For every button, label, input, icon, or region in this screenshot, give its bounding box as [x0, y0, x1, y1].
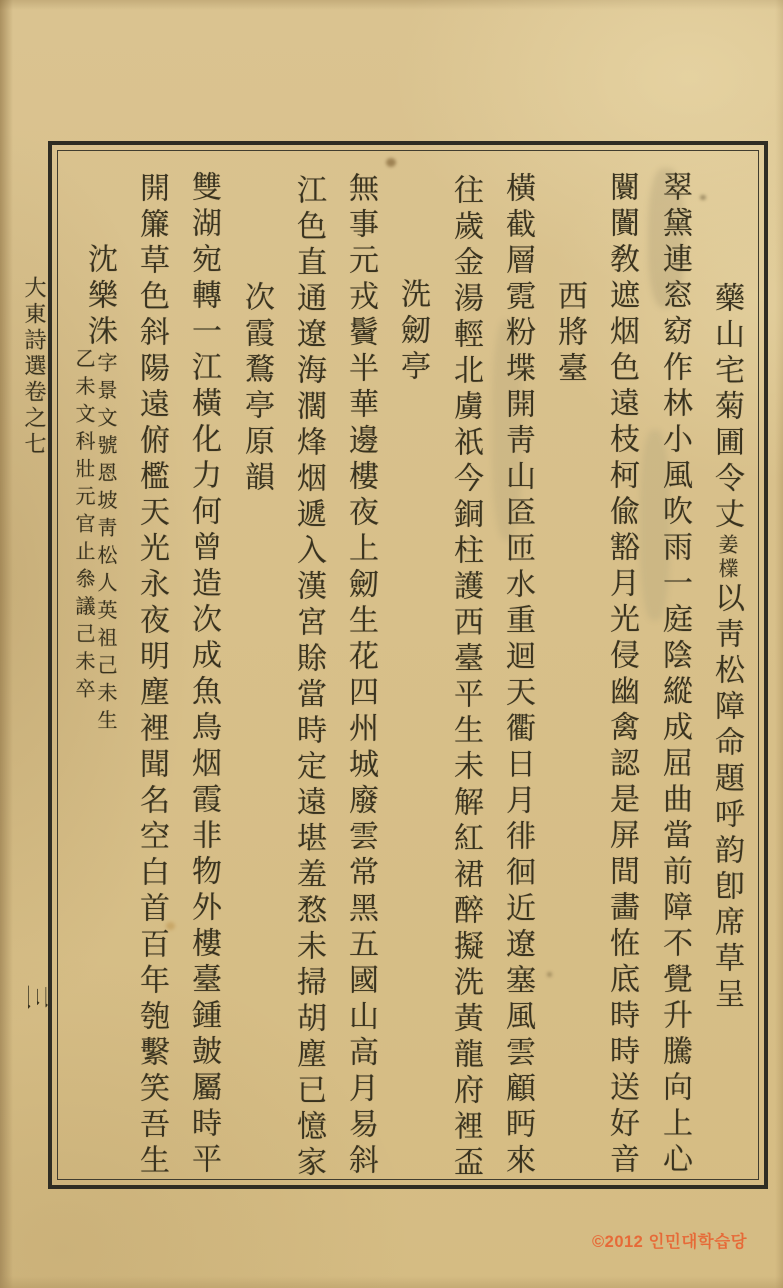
poem-column: 開簾草色斜陽遠俯檻天光永夜明塵裡聞名空白首百年匏繫笑吾生	[135, 172, 168, 1180]
interlinear-name-note: 姜檏	[715, 534, 737, 582]
stain-spot	[547, 972, 552, 977]
volume-margin-title: 大東詩選卷之七	[22, 276, 47, 458]
poem-title-text: 以靑松障命題呼韵卽席草呈	[710, 582, 743, 1014]
author-note-right: 字景文號恩坡靑松人英祖己未生	[94, 352, 116, 737]
author-name: 沈樂洙	[83, 243, 116, 351]
section-title-column: 洗劒亭	[396, 278, 429, 386]
stain-spot	[700, 195, 706, 200]
poem-title-text: 藥山宅菊圃令丈	[710, 282, 743, 534]
poem-title-column	[708, 282, 744, 1014]
stain-spot	[386, 158, 396, 167]
poem-column: 江色直通遼海濶烽烟遞入漢宮賖當時定遠堪羞愗未掃胡塵已憶家	[292, 174, 325, 1182]
author-note-left: 乙未文科壯元官止叅議己未卒	[72, 348, 94, 706]
poem-column: 翠黛連窓窈作林小風吹雨一庭陰縱成屈曲當前障不覺升騰向上心	[658, 171, 691, 1179]
poem-column: 雙湖宛轉一江橫化力何曾造次成魚鳥烟霞非物外樓臺鍾皷屬時平	[187, 171, 220, 1179]
poem-column: 闤闠敎遮烟色遠枝柯偸豁月光侵幽禽認是屏間畵恠底時時送好音	[605, 171, 638, 1179]
section-title-column: 西將臺	[553, 280, 586, 388]
poem-column: 無事元戎鬢半華邊樓夜上劒生花四州城廢雲常黑五國山高月易斜	[344, 172, 377, 1180]
copyright-watermark: ©2012 인민대학습당	[592, 1233, 748, 1251]
folio-page-number: 三	[22, 984, 49, 1010]
section-title-column: 次霞鶩亭原韻	[240, 281, 273, 497]
poem-column: 橫截層霓粉堞開靑山匼匝水重迴天衢日月徘徊近遼塞風雲顧眄來	[501, 172, 534, 1180]
poem-column: 往歲金湯輕北虜祇今銅柱護西臺平生未解紅裙醉擬洗黃龍府裡盃	[449, 174, 482, 1182]
